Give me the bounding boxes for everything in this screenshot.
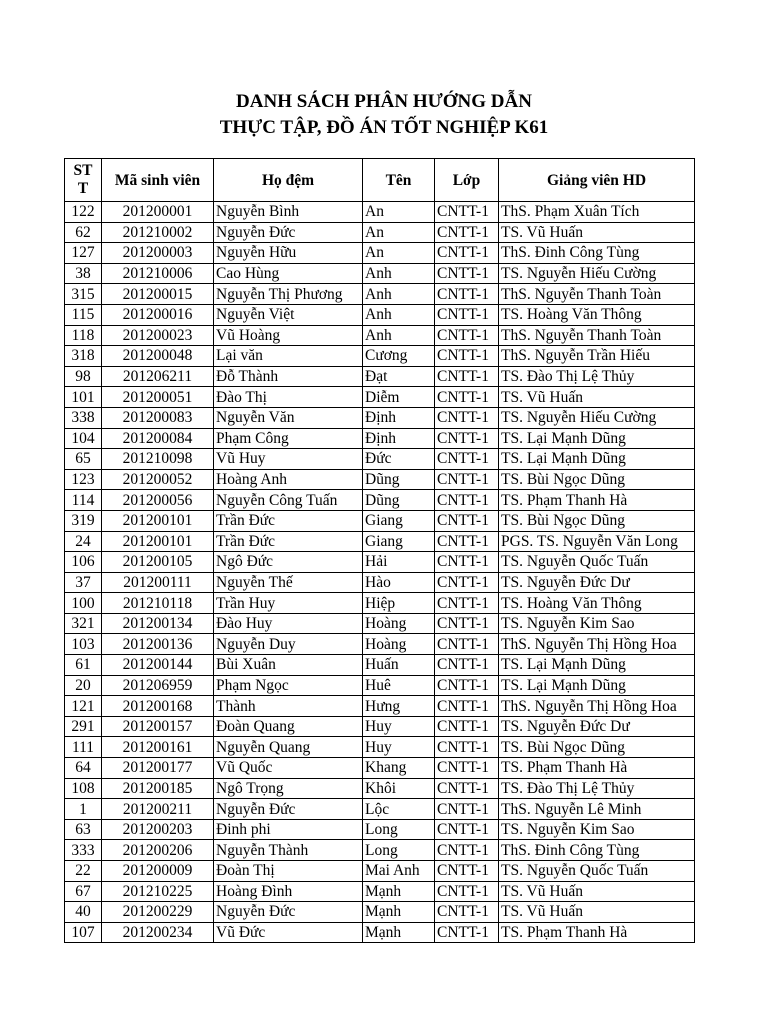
table-row xyxy=(65,737,695,758)
cell-stt: 63 xyxy=(65,819,102,840)
table-row xyxy=(65,655,695,676)
cell-surname: Nguyễn Thị Phương xyxy=(214,284,363,305)
cell-surname: Nguyễn Đức xyxy=(214,902,363,923)
cell-surname: Trần Đức xyxy=(214,510,363,531)
cell-surname: Nguyễn Hữu xyxy=(214,243,363,264)
cell-given-name: Long xyxy=(363,840,435,861)
cell-student-id: 201200048 xyxy=(102,346,214,367)
cell-class: CNTT-1 xyxy=(435,449,499,470)
cell-class: CNTT-1 xyxy=(435,531,499,552)
header-surname: Họ đệm xyxy=(214,159,363,202)
cell-advisor: TS. Nguyễn Quốc Tuấn xyxy=(499,861,695,882)
cell-given-name: Định xyxy=(363,428,435,449)
cell-surname: Nguyễn Công Tuấn xyxy=(214,490,363,511)
cell-advisor: TS. Nguyễn Đức Dư xyxy=(499,572,695,593)
cell-given-name: Khang xyxy=(363,758,435,779)
cell-advisor: TS. Vũ Huấn xyxy=(499,387,695,408)
table-row xyxy=(65,922,695,943)
table-body xyxy=(65,202,695,943)
cell-given-name: Anh xyxy=(363,263,435,284)
cell-advisor: TS. Nguyễn Đức Dư xyxy=(499,716,695,737)
header-stt xyxy=(65,159,102,202)
cell-advisor: TS. Vũ Huấn xyxy=(499,222,695,243)
cell-given-name: Định xyxy=(363,407,435,428)
cell-student-id: 201200177 xyxy=(102,758,214,779)
cell-class: CNTT-1 xyxy=(435,263,499,284)
cell-student-id: 201200157 xyxy=(102,716,214,737)
cell-surname: Hoàng Anh xyxy=(214,469,363,490)
cell-student-id: 201200023 xyxy=(102,325,214,346)
cell-advisor: TS. Vũ Huấn xyxy=(499,902,695,923)
cell-given-name: Mai Anh xyxy=(363,861,435,882)
cell-given-name: Hoàng xyxy=(363,634,435,655)
cell-class: CNTT-1 xyxy=(435,861,499,882)
cell-student-id: 201200206 xyxy=(102,840,214,861)
cell-surname: Nguyễn Đức xyxy=(214,799,363,820)
table-row xyxy=(65,531,695,552)
header-given-name: Tên xyxy=(363,159,435,202)
cell-class: CNTT-1 xyxy=(435,202,499,223)
cell-class: CNTT-1 xyxy=(435,428,499,449)
header-class: Lớp xyxy=(435,159,499,202)
table-row xyxy=(65,325,695,346)
cell-surname: Bùi Xuân xyxy=(214,655,363,676)
cell-advisor: ThS. Đinh Công Tùng xyxy=(499,243,695,264)
cell-student-id: 201210006 xyxy=(102,263,214,284)
cell-surname: Nguyễn Duy xyxy=(214,634,363,655)
cell-stt: 315 xyxy=(65,284,102,305)
table-row xyxy=(65,799,695,820)
header-stt-line-2: T xyxy=(77,180,89,197)
cell-advisor: ThS. Nguyễn Thị Hồng Hoa xyxy=(499,634,695,655)
cell-student-id: 201200134 xyxy=(102,613,214,634)
cell-class: CNTT-1 xyxy=(435,304,499,325)
table-row xyxy=(65,613,695,634)
cell-stt: 38 xyxy=(65,263,102,284)
cell-student-id: 201206959 xyxy=(102,675,214,696)
cell-surname: Nguyễn Thế xyxy=(214,572,363,593)
cell-stt: 98 xyxy=(65,366,102,387)
cell-given-name: An xyxy=(363,243,435,264)
cell-surname: Đinh phi xyxy=(214,819,363,840)
cell-given-name: Huấn xyxy=(363,655,435,676)
cell-given-name: Diễm xyxy=(363,387,435,408)
cell-advisor: TS. Phạm Thanh Hà xyxy=(499,490,695,511)
cell-given-name: Dũng xyxy=(363,469,435,490)
table-row xyxy=(65,902,695,923)
table-row xyxy=(65,758,695,779)
header-stt-line-1: ST xyxy=(73,162,93,179)
cell-stt: 114 xyxy=(65,490,102,511)
header-student-id: Mã sinh viên xyxy=(102,159,214,202)
table-row xyxy=(65,593,695,614)
cell-student-id: 201200003 xyxy=(102,243,214,264)
cell-class: CNTT-1 xyxy=(435,655,499,676)
cell-surname: Nguyễn Bình xyxy=(214,202,363,223)
cell-class: CNTT-1 xyxy=(435,737,499,758)
table-row xyxy=(65,202,695,223)
cell-stt: 67 xyxy=(65,881,102,902)
table-row xyxy=(65,510,695,531)
table-row xyxy=(65,346,695,367)
cell-stt: 111 xyxy=(65,737,102,758)
cell-class: CNTT-1 xyxy=(435,758,499,779)
cell-advisor: ThS. Nguyễn Lê Minh xyxy=(499,799,695,820)
cell-stt: 22 xyxy=(65,861,102,882)
cell-advisor: PGS. TS. Nguyễn Văn Long xyxy=(499,531,695,552)
cell-advisor: TS. Nguyễn Kim Sao xyxy=(499,819,695,840)
cell-stt: 118 xyxy=(65,325,102,346)
cell-student-id: 201206211 xyxy=(102,366,214,387)
cell-student-id: 201200101 xyxy=(102,510,214,531)
cell-given-name: Hoàng xyxy=(363,613,435,634)
cell-student-id: 201210098 xyxy=(102,449,214,470)
cell-stt: 37 xyxy=(65,572,102,593)
cell-student-id: 201200234 xyxy=(102,922,214,943)
cell-advisor: TS. Lại Mạnh Dũng xyxy=(499,655,695,676)
cell-stt: 319 xyxy=(65,510,102,531)
document-title-line-1: DANH SÁCH PHÂN HƯỚNG DẪN xyxy=(236,91,532,112)
cell-stt: 24 xyxy=(65,531,102,552)
cell-student-id: 201200083 xyxy=(102,407,214,428)
cell-student-id: 201210225 xyxy=(102,881,214,902)
cell-advisor: TS. Lại Mạnh Dũng xyxy=(499,449,695,470)
table-row xyxy=(65,716,695,737)
cell-surname: Hoàng Đình xyxy=(214,881,363,902)
cell-class: CNTT-1 xyxy=(435,778,499,799)
cell-stt: 122 xyxy=(65,202,102,223)
cell-surname: Ngô Đức xyxy=(214,552,363,573)
cell-student-id: 201200168 xyxy=(102,696,214,717)
table-row xyxy=(65,696,695,717)
cell-given-name: Mạnh xyxy=(363,881,435,902)
cell-surname: Vũ Đức xyxy=(214,922,363,943)
cell-class: CNTT-1 xyxy=(435,613,499,634)
cell-given-name: An xyxy=(363,222,435,243)
cell-class: CNTT-1 xyxy=(435,819,499,840)
cell-stt: 1 xyxy=(65,799,102,820)
cell-given-name: Huy xyxy=(363,737,435,758)
cell-student-id: 201210002 xyxy=(102,222,214,243)
cell-stt: 100 xyxy=(65,593,102,614)
cell-given-name: An xyxy=(363,202,435,223)
cell-class: CNTT-1 xyxy=(435,325,499,346)
table-row xyxy=(65,407,695,428)
table-row xyxy=(65,675,695,696)
cell-given-name: Đức xyxy=(363,449,435,470)
cell-advisor: ThS. Nguyễn Trần Hiếu xyxy=(499,346,695,367)
cell-surname: Nguyễn Việt xyxy=(214,304,363,325)
cell-given-name: Đạt xyxy=(363,366,435,387)
cell-given-name: Hưng xyxy=(363,696,435,717)
cell-stt: 333 xyxy=(65,840,102,861)
cell-surname: Ngô Trọng xyxy=(214,778,363,799)
table-row xyxy=(65,778,695,799)
cell-class: CNTT-1 xyxy=(435,593,499,614)
cell-surname: Vũ Huy xyxy=(214,449,363,470)
student-advisor-table xyxy=(64,158,695,943)
cell-surname: Phạm Công xyxy=(214,428,363,449)
table-row xyxy=(65,469,695,490)
cell-given-name: Huê xyxy=(363,675,435,696)
cell-given-name: Giang xyxy=(363,510,435,531)
cell-advisor: TS. Lại Mạnh Dũng xyxy=(499,675,695,696)
cell-given-name: Mạnh xyxy=(363,922,435,943)
cell-advisor: ThS. Đinh Công Tùng xyxy=(499,840,695,861)
cell-advisor: ThS. Nguyễn Thanh Toàn xyxy=(499,284,695,305)
cell-class: CNTT-1 xyxy=(435,243,499,264)
cell-class: CNTT-1 xyxy=(435,407,499,428)
table-row xyxy=(65,634,695,655)
cell-class: CNTT-1 xyxy=(435,881,499,902)
cell-stt: 318 xyxy=(65,346,102,367)
cell-surname: Nguyễn Quang xyxy=(214,737,363,758)
cell-advisor: TS. Nguyễn Kim Sao xyxy=(499,613,695,634)
cell-stt: 291 xyxy=(65,716,102,737)
cell-student-id: 201200105 xyxy=(102,552,214,573)
table-row xyxy=(65,861,695,882)
cell-student-id: 201200203 xyxy=(102,819,214,840)
cell-class: CNTT-1 xyxy=(435,716,499,737)
cell-surname: Đào Huy xyxy=(214,613,363,634)
cell-class: CNTT-1 xyxy=(435,469,499,490)
cell-stt: 65 xyxy=(65,449,102,470)
cell-class: CNTT-1 xyxy=(435,222,499,243)
cell-stt: 101 xyxy=(65,387,102,408)
table-row xyxy=(65,222,695,243)
cell-student-id: 201200185 xyxy=(102,778,214,799)
cell-advisor: ThS. Nguyễn Thanh Toàn xyxy=(499,325,695,346)
cell-advisor: TS. Đào Thị Lệ Thủy xyxy=(499,366,695,387)
cell-stt: 115 xyxy=(65,304,102,325)
cell-class: CNTT-1 xyxy=(435,799,499,820)
table-row xyxy=(65,304,695,325)
cell-given-name: Cương xyxy=(363,346,435,367)
cell-advisor: TS. Phạm Thanh Hà xyxy=(499,758,695,779)
cell-student-id: 201200229 xyxy=(102,902,214,923)
cell-given-name: Hiệp xyxy=(363,593,435,614)
cell-surname: Lại văn xyxy=(214,346,363,367)
cell-surname: Thành xyxy=(214,696,363,717)
cell-surname: Trần Huy xyxy=(214,593,363,614)
cell-class: CNTT-1 xyxy=(435,675,499,696)
cell-advisor: TS. Hoàng Văn Thông xyxy=(499,593,695,614)
cell-student-id: 201200084 xyxy=(102,428,214,449)
cell-given-name: Hào xyxy=(363,572,435,593)
cell-advisor: TS. Phạm Thanh Hà xyxy=(499,922,695,943)
cell-student-id: 201200101 xyxy=(102,531,214,552)
table-row xyxy=(65,572,695,593)
cell-advisor: TS. Nguyễn Hiếu Cường xyxy=(499,407,695,428)
cell-class: CNTT-1 xyxy=(435,572,499,593)
cell-student-id: 201200144 xyxy=(102,655,214,676)
cell-class: CNTT-1 xyxy=(435,366,499,387)
cell-student-id: 201200015 xyxy=(102,284,214,305)
cell-advisor: ThS. Nguyễn Thị Hồng Hoa xyxy=(499,696,695,717)
cell-given-name: Anh xyxy=(363,325,435,346)
cell-given-name: Lộc xyxy=(363,799,435,820)
cell-surname: Đoàn Quang xyxy=(214,716,363,737)
cell-surname: Nguyễn Văn xyxy=(214,407,363,428)
cell-stt: 61 xyxy=(65,655,102,676)
cell-advisor: TS. Nguyễn Hiếu Cường xyxy=(499,263,695,284)
cell-stt: 108 xyxy=(65,778,102,799)
cell-class: CNTT-1 xyxy=(435,922,499,943)
cell-given-name: Khôi xyxy=(363,778,435,799)
cell-surname: Nguyễn Thành xyxy=(214,840,363,861)
document-title-line-2: THỰC TẬP, ĐỒ ÁN TỐT NGHIỆP K61 xyxy=(219,117,549,138)
table-row xyxy=(65,552,695,573)
cell-given-name: Giang xyxy=(363,531,435,552)
table-row xyxy=(65,819,695,840)
cell-stt: 338 xyxy=(65,407,102,428)
cell-given-name: Anh xyxy=(363,304,435,325)
cell-student-id: 201200136 xyxy=(102,634,214,655)
table-header-row xyxy=(65,159,695,202)
cell-stt: 20 xyxy=(65,675,102,696)
cell-advisor: TS. Bùi Ngọc Dũng xyxy=(499,737,695,758)
cell-advisor: TS. Nguyễn Quốc Tuấn xyxy=(499,552,695,573)
cell-given-name: Mạnh xyxy=(363,902,435,923)
table-row xyxy=(65,366,695,387)
table-row xyxy=(65,284,695,305)
table-row xyxy=(65,243,695,264)
cell-surname: Vũ Quốc xyxy=(214,758,363,779)
cell-class: CNTT-1 xyxy=(435,490,499,511)
cell-stt: 123 xyxy=(65,469,102,490)
table-row xyxy=(65,840,695,861)
cell-student-id: 201200211 xyxy=(102,799,214,820)
table-row xyxy=(65,449,695,470)
cell-student-id: 201200056 xyxy=(102,490,214,511)
cell-stt: 103 xyxy=(65,634,102,655)
cell-given-name: Hải xyxy=(363,552,435,573)
cell-student-id: 201200111 xyxy=(102,572,214,593)
cell-given-name: Dũng xyxy=(363,490,435,511)
cell-surname: Phạm Ngọc xyxy=(214,675,363,696)
cell-stt: 64 xyxy=(65,758,102,779)
cell-stt: 127 xyxy=(65,243,102,264)
cell-surname: Nguyễn Đức xyxy=(214,222,363,243)
cell-given-name: Anh xyxy=(363,284,435,305)
cell-stt: 107 xyxy=(65,922,102,943)
cell-stt: 104 xyxy=(65,428,102,449)
cell-advisor: TS. Bùi Ngọc Dũng xyxy=(499,469,695,490)
cell-stt: 62 xyxy=(65,222,102,243)
cell-advisor: TS. Đào Thị Lệ Thủy xyxy=(499,778,695,799)
cell-student-id: 201200161 xyxy=(102,737,214,758)
cell-class: CNTT-1 xyxy=(435,902,499,923)
cell-advisor: TS. Lại Mạnh Dũng xyxy=(499,428,695,449)
table-row xyxy=(65,387,695,408)
header-advisor: Giảng viên HD xyxy=(499,159,695,202)
cell-student-id: 201210118 xyxy=(102,593,214,614)
cell-surname: Đào Thị xyxy=(214,387,363,408)
table-row xyxy=(65,263,695,284)
cell-class: CNTT-1 xyxy=(435,387,499,408)
cell-surname: Cao Hùng xyxy=(214,263,363,284)
cell-stt: 40 xyxy=(65,902,102,923)
cell-class: CNTT-1 xyxy=(435,696,499,717)
cell-given-name: Long xyxy=(363,819,435,840)
cell-class: CNTT-1 xyxy=(435,510,499,531)
cell-class: CNTT-1 xyxy=(435,284,499,305)
table-row xyxy=(65,881,695,902)
cell-student-id: 201200001 xyxy=(102,202,214,223)
cell-class: CNTT-1 xyxy=(435,634,499,655)
cell-advisor: TS. Bùi Ngọc Dũng xyxy=(499,510,695,531)
cell-advisor: ThS. Phạm Xuân Tích xyxy=(499,202,695,223)
cell-stt: 121 xyxy=(65,696,102,717)
cell-stt: 321 xyxy=(65,613,102,634)
cell-surname: Đoàn Thị xyxy=(214,861,363,882)
cell-surname: Đỗ Thành xyxy=(214,366,363,387)
cell-surname: Vũ Hoàng xyxy=(214,325,363,346)
cell-student-id: 201200052 xyxy=(102,469,214,490)
cell-advisor: TS. Vũ Huấn xyxy=(499,881,695,902)
cell-class: CNTT-1 xyxy=(435,840,499,861)
cell-student-id: 201200009 xyxy=(102,861,214,882)
cell-class: CNTT-1 xyxy=(435,552,499,573)
cell-student-id: 201200016 xyxy=(102,304,214,325)
cell-stt: 106 xyxy=(65,552,102,573)
cell-student-id: 201200051 xyxy=(102,387,214,408)
cell-surname: Trần Đức xyxy=(214,531,363,552)
table-row xyxy=(65,428,695,449)
table-row xyxy=(65,490,695,511)
cell-class: CNTT-1 xyxy=(435,346,499,367)
cell-advisor: TS. Hoàng Văn Thông xyxy=(499,304,695,325)
cell-given-name: Huy xyxy=(363,716,435,737)
